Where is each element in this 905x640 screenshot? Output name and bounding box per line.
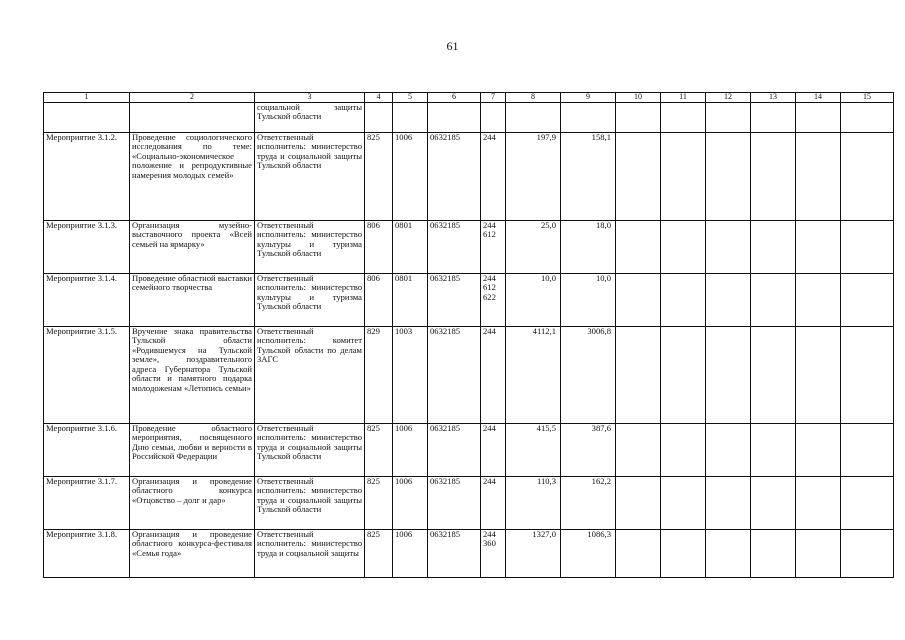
ministry-code-cell: 825	[365, 424, 393, 477]
amount-col9-cell: 162,2	[561, 477, 616, 530]
amount-col9-cell: 158,1	[561, 133, 616, 221]
empty-cell	[706, 477, 751, 530]
section-code-cell: 1006	[393, 477, 428, 530]
target-article-cell: 0632185	[428, 424, 481, 477]
amount-col8-cell: 197,9	[506, 133, 561, 221]
measure-name-cell: Организация музейно-выставочного проекта «Всей семьей на ярмарку»	[130, 221, 255, 274]
empty-cell	[796, 103, 841, 133]
measure-cell	[44, 103, 130, 133]
amount-col9-cell: 1086,3	[561, 530, 616, 578]
amount-col8-cell: 415,5	[506, 424, 561, 477]
ministry-code-cell: 825	[365, 477, 393, 530]
section-code-cell: 1006	[393, 133, 428, 221]
column-number: 10	[616, 93, 661, 103]
executor-cell: Ответственный исполнитель: министерство труда и социальной защиты Тульской области	[255, 424, 365, 477]
column-number: 11	[661, 93, 706, 103]
executor-cell: Ответственный исполнитель: министерство труда и социальной защиты Тульской области	[255, 477, 365, 530]
table-row	[44, 274, 894, 327]
column-number: 6	[428, 93, 481, 103]
column-number: 5	[393, 93, 428, 103]
column-number: 8	[506, 93, 561, 103]
empty-cell	[616, 221, 661, 274]
empty-cell	[706, 530, 751, 578]
empty-cell	[751, 477, 796, 530]
empty-cell	[661, 530, 706, 578]
empty-cell	[751, 103, 796, 133]
empty-cell	[841, 103, 894, 133]
empty-cell	[661, 103, 706, 133]
measure-name-cell: Организация и проведение областного конкурса «Отцовство – долг и дар»	[130, 477, 255, 530]
amount-col8-cell: 1327,0	[506, 530, 561, 578]
amount-col9-cell: 10,0	[561, 274, 616, 327]
column-number: 7	[481, 93, 506, 103]
column-number: 14	[796, 93, 841, 103]
empty-cell	[616, 327, 661, 424]
expense-type-cell: 244	[481, 327, 506, 424]
column-number-row	[44, 93, 894, 103]
amount-col8-cell	[506, 103, 561, 133]
empty-cell	[661, 424, 706, 477]
empty-cell	[796, 327, 841, 424]
empty-cell	[751, 133, 796, 221]
empty-cell	[841, 477, 894, 530]
empty-cell	[796, 477, 841, 530]
amount-col8-cell: 25,0	[506, 221, 561, 274]
ministry-code-cell	[365, 103, 393, 133]
column-number: 3	[255, 93, 365, 103]
empty-cell	[796, 133, 841, 221]
empty-cell	[661, 133, 706, 221]
target-article-cell: 0632185	[428, 274, 481, 327]
empty-cell	[616, 477, 661, 530]
empty-cell	[796, 274, 841, 327]
empty-cell	[841, 424, 894, 477]
empty-cell	[706, 424, 751, 477]
empty-cell	[661, 274, 706, 327]
empty-cell	[661, 327, 706, 424]
target-article-cell	[428, 103, 481, 133]
column-number: 15	[841, 93, 894, 103]
measure-cell: Мероприятие 3.1.4.	[44, 274, 130, 327]
empty-cell	[706, 274, 751, 327]
measure-cell: Мероприятие 3.1.7.	[44, 477, 130, 530]
table-row	[44, 477, 894, 530]
section-code-cell	[393, 103, 428, 133]
table-row	[44, 327, 894, 424]
measure-name-cell: Проведение областной выставки семейного творчества	[130, 274, 255, 327]
empty-cell	[796, 221, 841, 274]
measure-cell: Мероприятие 3.1.6.	[44, 424, 130, 477]
measure-name-cell: Проведение социологического исследования по теме: «Социально-экономическое положение и репродуктивные намерения молодых семей»	[130, 133, 255, 221]
target-article-cell: 0632185	[428, 327, 481, 424]
amount-col8-cell: 110,3	[506, 477, 561, 530]
section-code-cell: 1003	[393, 327, 428, 424]
column-number: 9	[561, 93, 616, 103]
ministry-code-cell: 806	[365, 274, 393, 327]
program-table	[43, 92, 894, 578]
measure-name-cell: Вручение знака правительства Тульской области «Родившемуся на Тульской земле», поздравительного адреса Губернатора Тульской области и памятного подарка молодоженам «Летопись семьи»	[130, 327, 255, 424]
empty-cell	[706, 327, 751, 424]
amount-col9-cell: 3006,8	[561, 327, 616, 424]
ministry-code-cell: 806	[365, 221, 393, 274]
amount-col9-cell: 387,6	[561, 424, 616, 477]
target-article-cell: 0632185	[428, 133, 481, 221]
column-number: 13	[751, 93, 796, 103]
measure-name-cell: Организация и проведение областного конкурса-фестиваля «Семья года»	[130, 530, 255, 578]
empty-cell	[841, 221, 894, 274]
table-row	[44, 221, 894, 274]
empty-cell	[616, 424, 661, 477]
column-number: 2	[130, 93, 255, 103]
executor-cell: социальной защиты Тульской области	[255, 103, 365, 133]
measure-name-cell: Проведение областного мероприятия, посвященного Дню семьи, любви и верности в Российской Федерации	[130, 424, 255, 477]
column-number: 12	[706, 93, 751, 103]
column-number: 4	[365, 93, 393, 103]
measure-cell: Мероприятие 3.1.8.	[44, 530, 130, 578]
column-number: 1	[44, 93, 130, 103]
executor-cell: Ответственный исполнитель: министерство труда и социальной защиты Тульской области	[255, 133, 365, 221]
page-number: 61	[446, 39, 459, 53]
ministry-code-cell: 825	[365, 133, 393, 221]
ministry-code-cell: 829	[365, 327, 393, 424]
empty-cell	[751, 221, 796, 274]
section-code-cell: 1006	[393, 424, 428, 477]
empty-cell	[796, 530, 841, 578]
table-row	[44, 530, 894, 578]
table-row	[44, 424, 894, 477]
table-row	[44, 103, 894, 133]
target-article-cell: 0632185	[428, 477, 481, 530]
empty-cell	[841, 327, 894, 424]
measure-name-cell	[130, 103, 255, 133]
empty-cell	[661, 477, 706, 530]
empty-cell	[751, 274, 796, 327]
executor-cell: Ответственный исполнитель: министерство культуры и туризма Тульской области	[255, 274, 365, 327]
empty-cell	[616, 133, 661, 221]
expense-type-cell: 244	[481, 424, 506, 477]
section-code-cell: 1006	[393, 530, 428, 578]
measure-cell: Мероприятие 3.1.3.	[44, 221, 130, 274]
empty-cell	[661, 221, 706, 274]
section-code-cell: 0801	[393, 221, 428, 274]
empty-cell	[841, 530, 894, 578]
amount-col8-cell: 4112,1	[506, 327, 561, 424]
amount-col9-cell: 18,0	[561, 221, 616, 274]
table-row	[44, 133, 894, 221]
empty-cell	[706, 103, 751, 133]
expense-type-cell	[481, 103, 506, 133]
measure-cell: Мероприятие 3.1.5.	[44, 327, 130, 424]
executor-cell: Ответственный исполнитель: комитет Тульской области по делам ЗАГС	[255, 327, 365, 424]
empty-cell	[751, 424, 796, 477]
amount-col9-cell	[561, 103, 616, 133]
executor-cell: Ответственный исполнитель: министерство труда и социальной защиты	[255, 530, 365, 578]
ministry-code-cell: 825	[365, 530, 393, 578]
section-code-cell: 0801	[393, 274, 428, 327]
expense-type-cell: 244	[481, 133, 506, 221]
expense-type-cell: 244	[481, 477, 506, 530]
empty-cell	[841, 274, 894, 327]
empty-cell	[616, 103, 661, 133]
empty-cell	[616, 530, 661, 578]
empty-cell	[796, 424, 841, 477]
expense-type-cell: 244 612	[481, 221, 506, 274]
expense-type-cell: 244 612 622	[481, 274, 506, 327]
empty-cell	[616, 274, 661, 327]
empty-cell	[706, 221, 751, 274]
empty-cell	[751, 530, 796, 578]
empty-cell	[841, 133, 894, 221]
expense-type-cell: 244 360	[481, 530, 506, 578]
empty-cell	[751, 327, 796, 424]
measure-cell: Мероприятие 3.1.2.	[44, 133, 130, 221]
target-article-cell: 0632185	[428, 530, 481, 578]
target-article-cell: 0632185	[428, 221, 481, 274]
empty-cell	[706, 133, 751, 221]
amount-col8-cell: 10,0	[506, 274, 561, 327]
executor-cell: Ответственный исполнитель: министерство культуры и туризма Тульской области	[255, 221, 365, 274]
